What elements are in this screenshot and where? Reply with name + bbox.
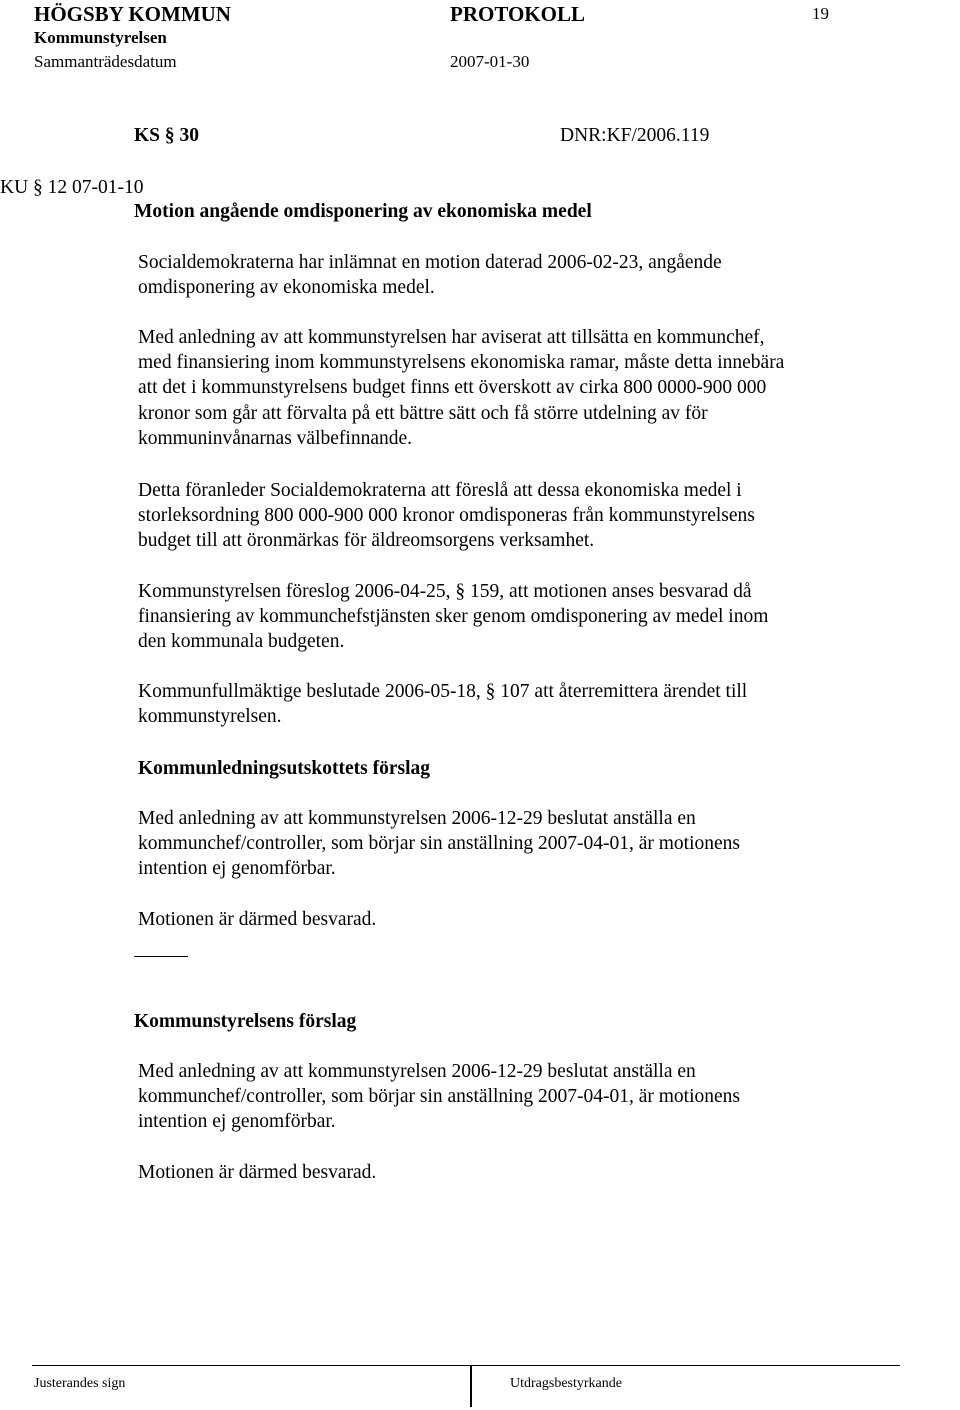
footer-utdragsbestyrkande: Utdragsbestyrkande xyxy=(510,1376,622,1391)
ks-proposal-conclusion: Motionen är därmed besvarad. xyxy=(138,1162,377,1183)
ks-proposal-text xyxy=(138,1059,878,1135)
text-line: budget till att öronmärkas för äldreomsorgens verksamhet. xyxy=(138,530,595,552)
ku-reference: KU § 12 07-01-10 xyxy=(0,177,144,198)
page-number: 19 xyxy=(812,4,829,23)
section-divider xyxy=(134,956,188,957)
paragraph-motion-submitted xyxy=(138,250,878,300)
text-line: kommuninvånarnas välbefinnande. xyxy=(138,427,412,449)
paragraph-ks-previous-proposal xyxy=(138,579,878,655)
text-line: kommunchef/controller, som börjar sin anställning 2007-04-01, är motionens xyxy=(138,1086,740,1108)
text-line: kronor som går att förvalta på ett bättre sätt och få större utdelning av för xyxy=(138,402,708,424)
text-line: omdisponering av ekonomiska medel. xyxy=(138,277,435,299)
text-line: Detta föranleder Socialdemokraterna att föreslå att dessa ekonomiska medel i xyxy=(138,480,742,501)
text-line: med finansiering inom kommunstyrelsens ekonomiska ramar, måste detta innebära xyxy=(138,352,785,374)
paragraph-proposal xyxy=(138,478,878,554)
text-line: att det i kommunstyrelsens budget finns ett överskott av cirka 800 0000-900 000 xyxy=(138,377,767,399)
text-line: kommunchef/controller, som börjar sin anställning 2007-04-01, är motionens xyxy=(138,833,740,855)
text-line: Med anledning av att kommunstyrelsen 2006-12-29 beslutat anställa en xyxy=(138,808,696,829)
text-line: kommunstyrelsen. xyxy=(138,706,282,728)
text-line: Kommunfullmäktige beslutade 2006-05-18, § 107 att återremittera ärendet till xyxy=(138,681,748,702)
document-type: PROTOKOLL xyxy=(450,2,585,26)
paragraph-motivation xyxy=(138,325,878,451)
ku-proposal-heading: Kommunledningsutskottets förslag xyxy=(138,758,430,779)
paragraph-kf-decision xyxy=(138,679,878,729)
text-line: storleksordning 800 000-900 000 kronor omdisponeras från kommunstyrelsens xyxy=(138,505,755,527)
ks-proposal-heading: Kommunstyrelsens förslag xyxy=(134,1011,357,1032)
text-line: Med anledning av att kommunstyrelsen har aviserat att tillsätta en kommunchef, xyxy=(138,327,765,348)
footer-separator xyxy=(470,1365,472,1407)
diary-number: DNR:KF/2006.119 xyxy=(560,125,710,146)
text-line: Socialdemokraterna har inlämnat en motion daterad 2006-02-23, angående xyxy=(138,252,722,273)
ku-proposal-conclusion: Motionen är därmed besvarad. xyxy=(138,909,377,930)
committee-name: Kommunstyrelsen xyxy=(34,28,167,47)
footer-justerandes-sign: Justerandes sign xyxy=(34,1376,126,1391)
text-line: den kommunala budgeten. xyxy=(138,631,345,653)
meeting-date: 2007-01-30 xyxy=(450,52,530,71)
text-line: Med anledning av att kommunstyrelsen 2006-12-29 beslutat anställa en xyxy=(138,1061,696,1082)
ku-proposal-text xyxy=(138,806,878,882)
case-title: Motion angående omdisponering av ekonomiska medel xyxy=(134,201,592,222)
text-line: Kommunstyrelsen föreslog 2006-04-25, § 159, att motionen anses besvarad då xyxy=(138,581,752,602)
meeting-date-label: Sammanträdesdatum xyxy=(34,52,177,71)
text-line: intention ej genomförbar. xyxy=(138,858,336,880)
ks-reference: KS § 30 xyxy=(134,125,200,146)
text-line: finansiering av kommunchefstjänsten sker genom omdisponering av medel inom xyxy=(138,606,769,628)
text-line: intention ej genomförbar. xyxy=(138,1111,336,1133)
footer-rule xyxy=(32,1365,900,1366)
municipality-name: HÖGSBY KOMMUN xyxy=(34,2,231,26)
